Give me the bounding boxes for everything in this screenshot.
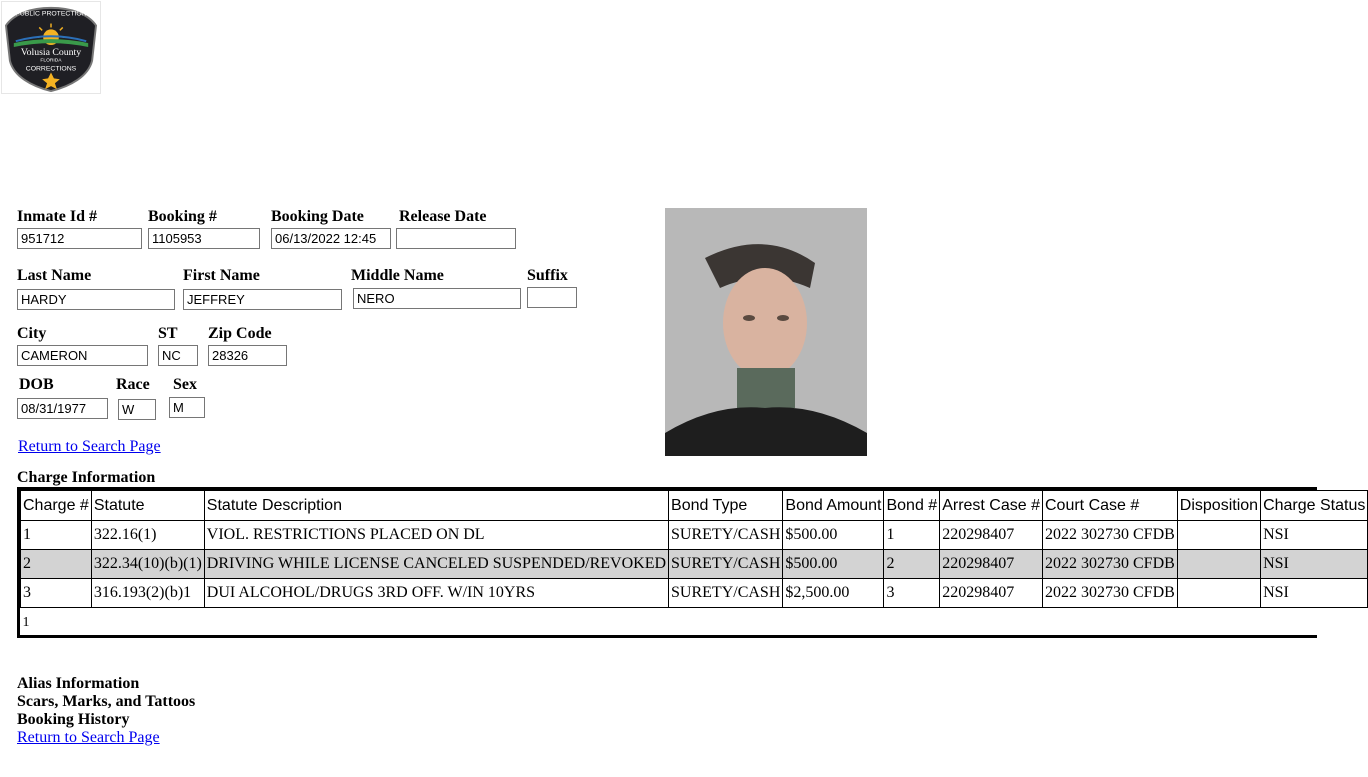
return-to-search-link-top[interactable]: Return to Search Page — [18, 438, 161, 455]
cell: 316.193(2)(b)1 — [91, 579, 204, 608]
release-date-field[interactable] — [396, 228, 516, 249]
booking-history-heading: Booking History — [17, 711, 130, 728]
cell: NSI — [1261, 579, 1368, 608]
col-arrest-case[interactable]: Arrest Case # — [940, 491, 1043, 521]
cell: 1 — [884, 521, 940, 550]
middle-name-label: Middle Name — [351, 267, 444, 284]
cell — [1177, 579, 1260, 608]
cell: SURETY/CASH — [669, 521, 783, 550]
first-name-label: First Name — [183, 267, 260, 284]
cell — [1177, 550, 1260, 579]
col-bond-number[interactable]: Bond # — [884, 491, 940, 521]
cell: 2022 302730 CFDB — [1043, 579, 1178, 608]
table-row — [21, 521, 1368, 550]
svg-text:FLORIDA: FLORIDA — [40, 58, 62, 64]
charge-table-container — [17, 487, 1366, 638]
col-disposition[interactable]: Disposition — [1177, 491, 1260, 521]
charge-information-title: Charge Information — [17, 469, 156, 486]
booking-date-field[interactable] — [271, 228, 391, 249]
col-statute[interactable]: Statute — [91, 491, 204, 521]
cell: DUI ALCOHOL/DRUGS 3RD OFF. W/IN 10YRS — [204, 579, 668, 608]
cell: SURETY/CASH — [669, 579, 783, 608]
booking-number-label: Booking # — [148, 208, 217, 225]
cell: 1 — [21, 521, 92, 550]
first-name-field[interactable] — [183, 289, 342, 310]
last-name-field[interactable] — [17, 289, 175, 310]
table-row — [21, 550, 1368, 579]
cell: $2,500.00 — [783, 579, 884, 608]
cell — [1177, 521, 1260, 550]
cell: 322.16(1) — [91, 521, 204, 550]
pager-row — [21, 608, 1368, 638]
cell: 2022 302730 CFDB — [1043, 550, 1178, 579]
scars-marks-tattoos-heading: Scars, Marks, and Tattoos — [17, 693, 196, 710]
state-label: ST — [158, 325, 178, 342]
col-charge-number[interactable]: Charge # — [21, 491, 92, 521]
city-field[interactable] — [17, 345, 148, 366]
cell: 2022 302730 CFDB — [1043, 521, 1178, 550]
return-to-search-link-bottom[interactable]: Return to Search Page — [17, 729, 160, 746]
inmate-id-field[interactable] — [17, 228, 142, 249]
release-date-label: Release Date — [399, 208, 487, 225]
person-portrait-icon — [665, 208, 867, 456]
cell: NSI — [1261, 550, 1368, 579]
cell: 3 — [21, 579, 92, 608]
col-charge-status[interactable]: Charge Status — [1261, 491, 1368, 521]
suffix-label: Suffix — [527, 267, 568, 284]
col-court-case[interactable]: Court Case # — [1043, 491, 1178, 521]
alias-information-heading: Alias Information — [17, 675, 140, 692]
city-label: City — [17, 325, 47, 342]
charge-table-header-row — [21, 491, 1368, 521]
sex-label: Sex — [173, 376, 197, 393]
col-bond-type[interactable]: Bond Type — [669, 491, 783, 521]
pager-page-1[interactable]: 1 — [22, 614, 30, 630]
col-statute-description[interactable]: Statute Description — [204, 491, 668, 521]
cell: 2 — [884, 550, 940, 579]
cell: DRIVING WHILE LICENSE CANCELED SUSPENDED/REVOKED — [204, 550, 668, 579]
cell: VIOL. RESTRICTIONS PLACED ON DL — [204, 521, 668, 550]
additional-sections — [17, 675, 195, 747]
last-name-label: Last Name — [17, 267, 92, 284]
middle-name-field[interactable] — [353, 288, 521, 309]
cell: $500.00 — [783, 550, 884, 579]
table-row — [21, 579, 1368, 608]
inmate-photo — [665, 208, 867, 456]
cell: 220298407 — [940, 579, 1043, 608]
race-label: Race — [116, 376, 150, 393]
cell: $500.00 — [783, 521, 884, 550]
sex-field[interactable] — [169, 397, 205, 418]
race-field[interactable] — [118, 399, 156, 420]
svg-text:PUBLIC PROTECTION: PUBLIC PROTECTION — [15, 10, 87, 18]
state-field[interactable] — [158, 345, 198, 366]
cell: NSI — [1261, 521, 1368, 550]
cell: SURETY/CASH — [669, 550, 783, 579]
zip-code-label: Zip Code — [208, 325, 272, 342]
svg-text:Volusia County: Volusia County — [20, 46, 82, 58]
cell: 2 — [21, 550, 92, 579]
inmate-id-label: Inmate Id # — [17, 208, 98, 225]
cell: 220298407 — [940, 550, 1043, 579]
svg-text:CORRECTIONS: CORRECTIONS — [25, 65, 77, 73]
suffix-field[interactable] — [527, 287, 577, 308]
cell: 220298407 — [940, 521, 1043, 550]
dob-label: DOB — [19, 376, 54, 393]
booking-number-field[interactable] — [148, 228, 260, 249]
badge-icon — [2, 2, 100, 93]
dob-field[interactable] — [17, 398, 108, 419]
col-bond-amount[interactable]: Bond Amount — [783, 491, 884, 521]
cell: 3 — [884, 579, 940, 608]
volusia-county-corrections-logo — [1, 1, 101, 94]
charge-table — [20, 490, 1368, 637]
cell: 322.34(10)(b)(1) — [91, 550, 204, 579]
booking-date-label: Booking Date — [271, 208, 364, 225]
zip-code-field[interactable] — [208, 345, 287, 366]
